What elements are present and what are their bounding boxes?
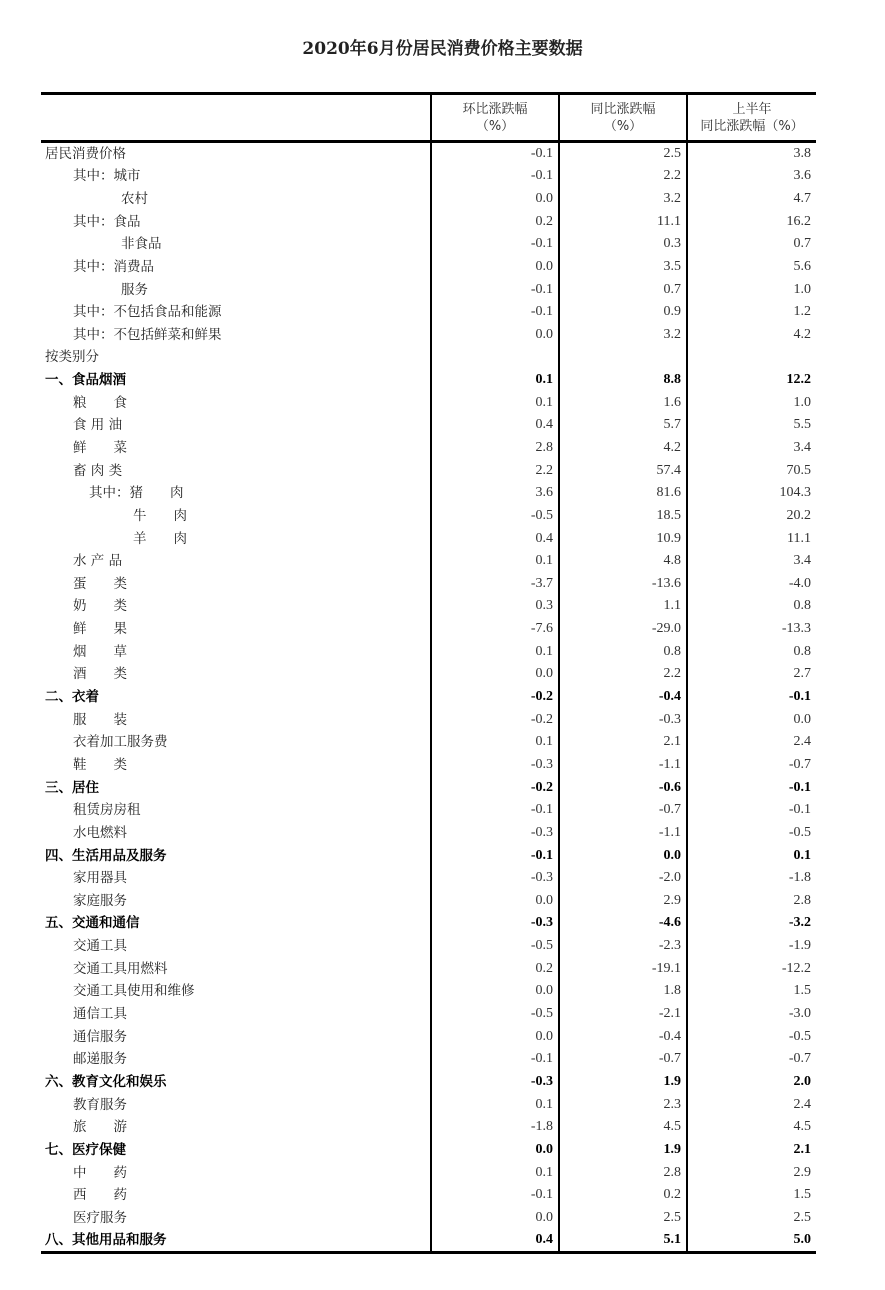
h1-yoy-change-value: 2.5 <box>687 1206 816 1229</box>
header-yoy-line2: （%） <box>603 118 643 134</box>
h1-yoy-change-value: -13.3 <box>687 618 816 641</box>
row-label: 交通工具用燃料 <box>73 960 168 977</box>
mom-change-value: -0.3 <box>431 867 559 890</box>
h1-yoy-change-value: 104.3 <box>687 482 816 505</box>
table-row <box>41 957 816 980</box>
h1-yoy-change-value: 2.0 <box>687 1071 816 1094</box>
row-label: 交通工具 <box>73 938 127 955</box>
header-yoy-change <box>559 94 687 142</box>
header-h1-line2: 同比涨跌幅（%） <box>700 118 804 134</box>
yoy-change-value: 57.4 <box>559 459 687 482</box>
yoy-change-value: 10.9 <box>559 527 687 550</box>
mom-change-value: -0.1 <box>431 301 559 324</box>
mom-change-value: 0.1 <box>431 369 559 392</box>
table-row <box>41 595 816 618</box>
mom-change-value: -0.3 <box>431 822 559 845</box>
h1-yoy-change-value: 3.8 <box>687 142 816 166</box>
table-row <box>41 867 816 890</box>
yoy-change-value: 5.7 <box>559 414 687 437</box>
mom-change-value: -0.1 <box>431 278 559 301</box>
h1-yoy-change-value: -1.9 <box>687 935 816 958</box>
yoy-change-value: 18.5 <box>559 505 687 528</box>
table-row <box>41 1161 816 1184</box>
mom-change-value: 0.0 <box>431 256 559 279</box>
page-title: 2020年6月份居民消费价格主要数据 <box>302 39 583 59</box>
h1-yoy-change-value: 5.5 <box>687 414 816 437</box>
row-label: 羊 肉 <box>133 530 187 547</box>
mom-change-value: 0.1 <box>431 1161 559 1184</box>
yoy-change-value: 0.7 <box>559 278 687 301</box>
yoy-change-value: 3.2 <box>559 323 687 346</box>
yoy-change-value: -1.1 <box>559 822 687 845</box>
table-row <box>41 1139 816 1162</box>
table-row <box>41 1184 816 1207</box>
row-label: 西 药 <box>73 1187 127 1204</box>
table-row <box>41 437 816 460</box>
mom-change-value: 0.0 <box>431 188 559 211</box>
mom-change-value: -0.1 <box>431 233 559 256</box>
yoy-change-value: 2.1 <box>559 731 687 754</box>
yoy-change-value: 2.2 <box>559 663 687 686</box>
h1-yoy-change-value: 2.7 <box>687 663 816 686</box>
yoy-change-value: 3.5 <box>559 256 687 279</box>
h1-yoy-change-value <box>687 346 816 369</box>
header-yoy-line1: 同比涨跌幅 <box>590 101 656 117</box>
table-row <box>41 459 816 482</box>
yoy-change-value: -2.0 <box>559 867 687 890</box>
yoy-change-value: 1.8 <box>559 980 687 1003</box>
mom-change-value: 0.0 <box>431 1206 559 1229</box>
table-row <box>41 912 816 935</box>
table-row <box>41 890 816 913</box>
row-label: 衣着加工服务费 <box>73 734 168 751</box>
yoy-change-value: 1.6 <box>559 391 687 414</box>
yoy-change-value: 8.8 <box>559 369 687 392</box>
row-label: 其中：不包括鲜菜和鲜果 <box>73 326 222 343</box>
yoy-change-value: 2.3 <box>559 1093 687 1116</box>
table-row <box>41 799 816 822</box>
table-row <box>41 663 816 686</box>
mom-change-value: -0.3 <box>431 1071 559 1094</box>
header-mom-change <box>431 94 559 142</box>
table-row <box>41 1116 816 1139</box>
mom-change-value: 0.1 <box>431 1093 559 1116</box>
yoy-change-value: -2.1 <box>559 1003 687 1026</box>
table-row <box>41 278 816 301</box>
row-label: 七、医疗保健 <box>45 1141 126 1158</box>
h1-yoy-change-value: 3.4 <box>687 437 816 460</box>
row-label: 家庭服务 <box>73 892 127 909</box>
table-row <box>41 686 816 709</box>
row-label: 水 产 品 <box>73 553 123 570</box>
h1-yoy-change-value: 3.6 <box>687 165 816 188</box>
h1-yoy-change-value: 2.4 <box>687 1093 816 1116</box>
mom-change-value: 0.1 <box>431 550 559 573</box>
row-label: 医疗服务 <box>73 1209 127 1226</box>
table-body <box>41 142 816 1253</box>
h1-yoy-change-value: -1.8 <box>687 867 816 890</box>
h1-yoy-change-value: 1.5 <box>687 1184 816 1207</box>
cpi-data-table <box>41 92 816 1254</box>
yoy-change-value <box>559 346 687 369</box>
mom-change-value: -0.3 <box>431 754 559 777</box>
row-label: 其中：猪 肉 <box>89 485 184 502</box>
yoy-change-value: -13.6 <box>559 573 687 596</box>
mom-change-value: -0.5 <box>431 1003 559 1026</box>
row-label: 四、生活用品及服务 <box>45 847 167 864</box>
mom-change-value: 0.0 <box>431 980 559 1003</box>
table-row <box>41 188 816 211</box>
h1-yoy-change-value: 0.7 <box>687 233 816 256</box>
mom-change-value: -0.2 <box>431 776 559 799</box>
yoy-change-value: -0.4 <box>559 1025 687 1048</box>
yoy-change-value: 1.9 <box>559 1071 687 1094</box>
h1-yoy-change-value: -0.7 <box>687 1048 816 1071</box>
mom-change-value: -0.1 <box>431 142 559 166</box>
mom-change-value <box>431 346 559 369</box>
row-label: 通信工具 <box>73 1006 127 1023</box>
h1-yoy-change-value: 2.4 <box>687 731 816 754</box>
h1-yoy-change-value: -0.1 <box>687 776 816 799</box>
h1-yoy-change-value: 4.7 <box>687 188 816 211</box>
row-label: 牛 肉 <box>133 507 187 524</box>
yoy-change-value: -29.0 <box>559 618 687 641</box>
table-row <box>41 527 816 550</box>
h1-yoy-change-value: -4.0 <box>687 573 816 596</box>
yoy-change-value: 5.1 <box>559 1229 687 1253</box>
yoy-change-value: 81.6 <box>559 482 687 505</box>
header-item-column <box>41 94 431 142</box>
h1-yoy-change-value: 5.6 <box>687 256 816 279</box>
row-label: 邮递服务 <box>73 1051 127 1068</box>
mom-change-value: 0.4 <box>431 527 559 550</box>
yoy-change-value: 2.8 <box>559 1161 687 1184</box>
row-label: 教育服务 <box>73 1096 127 1113</box>
table-row <box>41 1229 816 1253</box>
row-label: 服 装 <box>73 711 127 728</box>
yoy-change-value: 4.8 <box>559 550 687 573</box>
yoy-change-value: -0.4 <box>559 686 687 709</box>
mom-change-value: -0.2 <box>431 708 559 731</box>
mom-change-value: -0.2 <box>431 686 559 709</box>
mom-change-value: 0.4 <box>431 414 559 437</box>
mom-change-value: -0.1 <box>431 844 559 867</box>
h1-yoy-change-value: -3.2 <box>687 912 816 935</box>
table-row <box>41 233 816 256</box>
yoy-change-value: -0.7 <box>559 799 687 822</box>
yoy-change-value: 4.2 <box>559 437 687 460</box>
row-label: 鲜 果 <box>73 621 127 638</box>
row-label: 按类别分 <box>45 349 99 366</box>
yoy-change-value: -19.1 <box>559 957 687 980</box>
row-label: 八、其他用品和服务 <box>41 1229 431 1253</box>
yoy-change-value: 0.9 <box>559 301 687 324</box>
yoy-change-value: 1.1 <box>559 595 687 618</box>
yoy-change-value: 2.5 <box>559 142 687 166</box>
table-row <box>41 505 816 528</box>
table-row <box>41 165 816 188</box>
row-label: 家用器具 <box>73 870 127 887</box>
mom-change-value: -0.1 <box>431 1048 559 1071</box>
table-row <box>41 708 816 731</box>
row-label: 粮 食 <box>73 394 127 411</box>
h1-yoy-change-value: -3.0 <box>687 1003 816 1026</box>
mom-change-value: 0.0 <box>431 890 559 913</box>
mom-change-value: -1.8 <box>431 1116 559 1139</box>
yoy-change-value: 2.9 <box>559 890 687 913</box>
yoy-change-value: 11.1 <box>559 210 687 233</box>
h1-yoy-change-value: 2.1 <box>687 1139 816 1162</box>
table-row <box>41 1003 816 1026</box>
h1-yoy-change-value: 0.8 <box>687 595 816 618</box>
yoy-change-value: 0.3 <box>559 233 687 256</box>
row-label: 水电燃料 <box>73 824 127 841</box>
table-row <box>41 550 816 573</box>
row-label: 通信服务 <box>73 1028 127 1045</box>
yoy-change-value: 1.9 <box>559 1139 687 1162</box>
h1-yoy-change-value: 11.1 <box>687 527 816 550</box>
mom-change-value: 0.0 <box>431 323 559 346</box>
table-row <box>41 1048 816 1071</box>
table-row <box>41 754 816 777</box>
row-label: 一、食品烟酒 <box>45 372 126 389</box>
table-row <box>41 822 816 845</box>
table-row <box>41 1025 816 1048</box>
row-label: 其中：不包括食品和能源 <box>73 304 222 321</box>
mom-change-value: 2.8 <box>431 437 559 460</box>
row-label: 鞋 类 <box>73 756 127 773</box>
row-label: 畜 肉 类 <box>73 462 123 479</box>
table-row <box>41 1071 816 1094</box>
row-label: 旅 游 <box>73 1119 127 1136</box>
table-row <box>41 618 816 641</box>
h1-yoy-change-value: -0.7 <box>687 754 816 777</box>
row-label: 其中：消费品 <box>73 258 154 275</box>
mom-change-value: 0.0 <box>431 1139 559 1162</box>
mom-change-value: 0.3 <box>431 595 559 618</box>
yoy-change-value: -0.6 <box>559 776 687 799</box>
mom-change-value: -0.5 <box>431 505 559 528</box>
h1-yoy-change-value: 0.0 <box>687 708 816 731</box>
h1-yoy-change-value: 1.0 <box>687 278 816 301</box>
mom-change-value: 3.6 <box>431 482 559 505</box>
row-label: 服务 <box>121 281 148 298</box>
table-row <box>41 301 816 324</box>
table-row <box>41 935 816 958</box>
header-h1-line1: 上半年 <box>732 101 772 117</box>
mom-change-value: 0.0 <box>431 663 559 686</box>
mom-change-value: -0.3 <box>431 912 559 935</box>
h1-yoy-change-value: 20.2 <box>687 505 816 528</box>
h1-yoy-change-value: 4.2 <box>687 323 816 346</box>
h1-yoy-change-value: 16.2 <box>687 210 816 233</box>
yoy-change-value: 2.2 <box>559 165 687 188</box>
table-row <box>41 776 816 799</box>
row-label: 五、交通和通信 <box>45 915 140 932</box>
mom-change-value: 0.2 <box>431 957 559 980</box>
yoy-change-value: 4.5 <box>559 1116 687 1139</box>
header-mom-line1: 环比涨跌幅 <box>462 101 528 117</box>
table-row <box>41 346 816 369</box>
mom-change-value: -0.1 <box>431 165 559 188</box>
h1-yoy-change-value: 12.2 <box>687 369 816 392</box>
yoy-change-value: -4.6 <box>559 912 687 935</box>
row-label: 交通工具使用和维修 <box>73 983 195 1000</box>
table-row <box>41 142 816 166</box>
yoy-change-value: 0.8 <box>559 640 687 663</box>
table-row <box>41 1206 816 1229</box>
h1-yoy-change-value: -12.2 <box>687 957 816 980</box>
table-row <box>41 1093 816 1116</box>
row-label: 食 用 油 <box>73 417 123 434</box>
table-row <box>41 369 816 392</box>
row-label: 鲜 菜 <box>73 440 127 456</box>
mom-change-value: 0.1 <box>431 640 559 663</box>
table-row <box>41 482 816 505</box>
yoy-change-value: 0.2 <box>559 1184 687 1207</box>
table-row <box>41 391 816 414</box>
mom-change-value: -0.1 <box>431 1184 559 1207</box>
mom-change-value: 0.0 <box>431 1025 559 1048</box>
mom-change-value: -3.7 <box>431 573 559 596</box>
header-h1-yoy-change <box>687 94 816 142</box>
h1-yoy-change-value: 1.5 <box>687 980 816 1003</box>
table-row <box>41 414 816 437</box>
row-label: 蛋 类 <box>73 575 127 592</box>
yoy-change-value: -1.1 <box>559 754 687 777</box>
table-row <box>41 256 816 279</box>
mom-change-value: 2.2 <box>431 459 559 482</box>
mom-change-value: -0.5 <box>431 935 559 958</box>
row-label: 非食品 <box>121 236 162 253</box>
row-label: 中 药 <box>73 1164 127 1181</box>
h1-yoy-change-value: -0.5 <box>687 1025 816 1048</box>
row-label: 其中：食品 <box>73 213 141 230</box>
mom-change-value: 0.2 <box>431 210 559 233</box>
row-label: 烟 草 <box>73 643 127 660</box>
table-row <box>41 323 816 346</box>
yoy-change-value: 3.2 <box>559 188 687 211</box>
table-row <box>41 640 816 663</box>
h1-yoy-change-value: 70.5 <box>687 459 816 482</box>
h1-yoy-change-value: -0.1 <box>687 799 816 822</box>
row-label: 六、教育文化和娱乐 <box>45 1073 167 1090</box>
yoy-change-value: -0.7 <box>559 1048 687 1071</box>
row-label: 农村 <box>121 190 148 207</box>
table-row <box>41 980 816 1003</box>
h1-yoy-change-value: 2.9 <box>687 1161 816 1184</box>
h1-yoy-change-value: 0.1 <box>687 844 816 867</box>
row-label: 其中：城市 <box>73 168 141 185</box>
row-label: 二、衣着 <box>45 689 99 706</box>
mom-change-value: -0.1 <box>431 799 559 822</box>
mom-change-value: 0.4 <box>431 1229 559 1253</box>
h1-yoy-change-value: 0.8 <box>687 640 816 663</box>
mom-change-value: 0.1 <box>431 731 559 754</box>
row-label: 居民消费价格 <box>45 146 126 162</box>
table-row <box>41 573 816 596</box>
h1-yoy-change-value: 3.4 <box>687 550 816 573</box>
yoy-change-value: -2.3 <box>559 935 687 958</box>
table-row <box>41 731 816 754</box>
mom-change-value: -7.6 <box>431 618 559 641</box>
table-row <box>41 210 816 233</box>
h1-yoy-change-value: 4.5 <box>687 1116 816 1139</box>
yoy-change-value: -0.3 <box>559 708 687 731</box>
mom-change-value: 0.1 <box>431 391 559 414</box>
h1-yoy-change-value: 1.0 <box>687 391 816 414</box>
table-header-row <box>41 94 816 142</box>
row-label: 酒 类 <box>73 666 127 683</box>
h1-yoy-change-value: 5.0 <box>687 1229 816 1253</box>
h1-yoy-change-value: -0.1 <box>687 686 816 709</box>
yoy-change-value: 2.5 <box>559 1206 687 1229</box>
row-label: 租赁房房租 <box>73 802 141 819</box>
h1-yoy-change-value: -0.5 <box>687 822 816 845</box>
h1-yoy-change-value: 2.8 <box>687 890 816 913</box>
h1-yoy-change-value: 1.2 <box>687 301 816 324</box>
yoy-change-value: 0.0 <box>559 844 687 867</box>
table-row <box>41 844 816 867</box>
row-label: 三、居住 <box>45 779 99 796</box>
header-mom-line2: （%） <box>475 118 515 134</box>
row-label: 奶 类 <box>73 598 127 615</box>
